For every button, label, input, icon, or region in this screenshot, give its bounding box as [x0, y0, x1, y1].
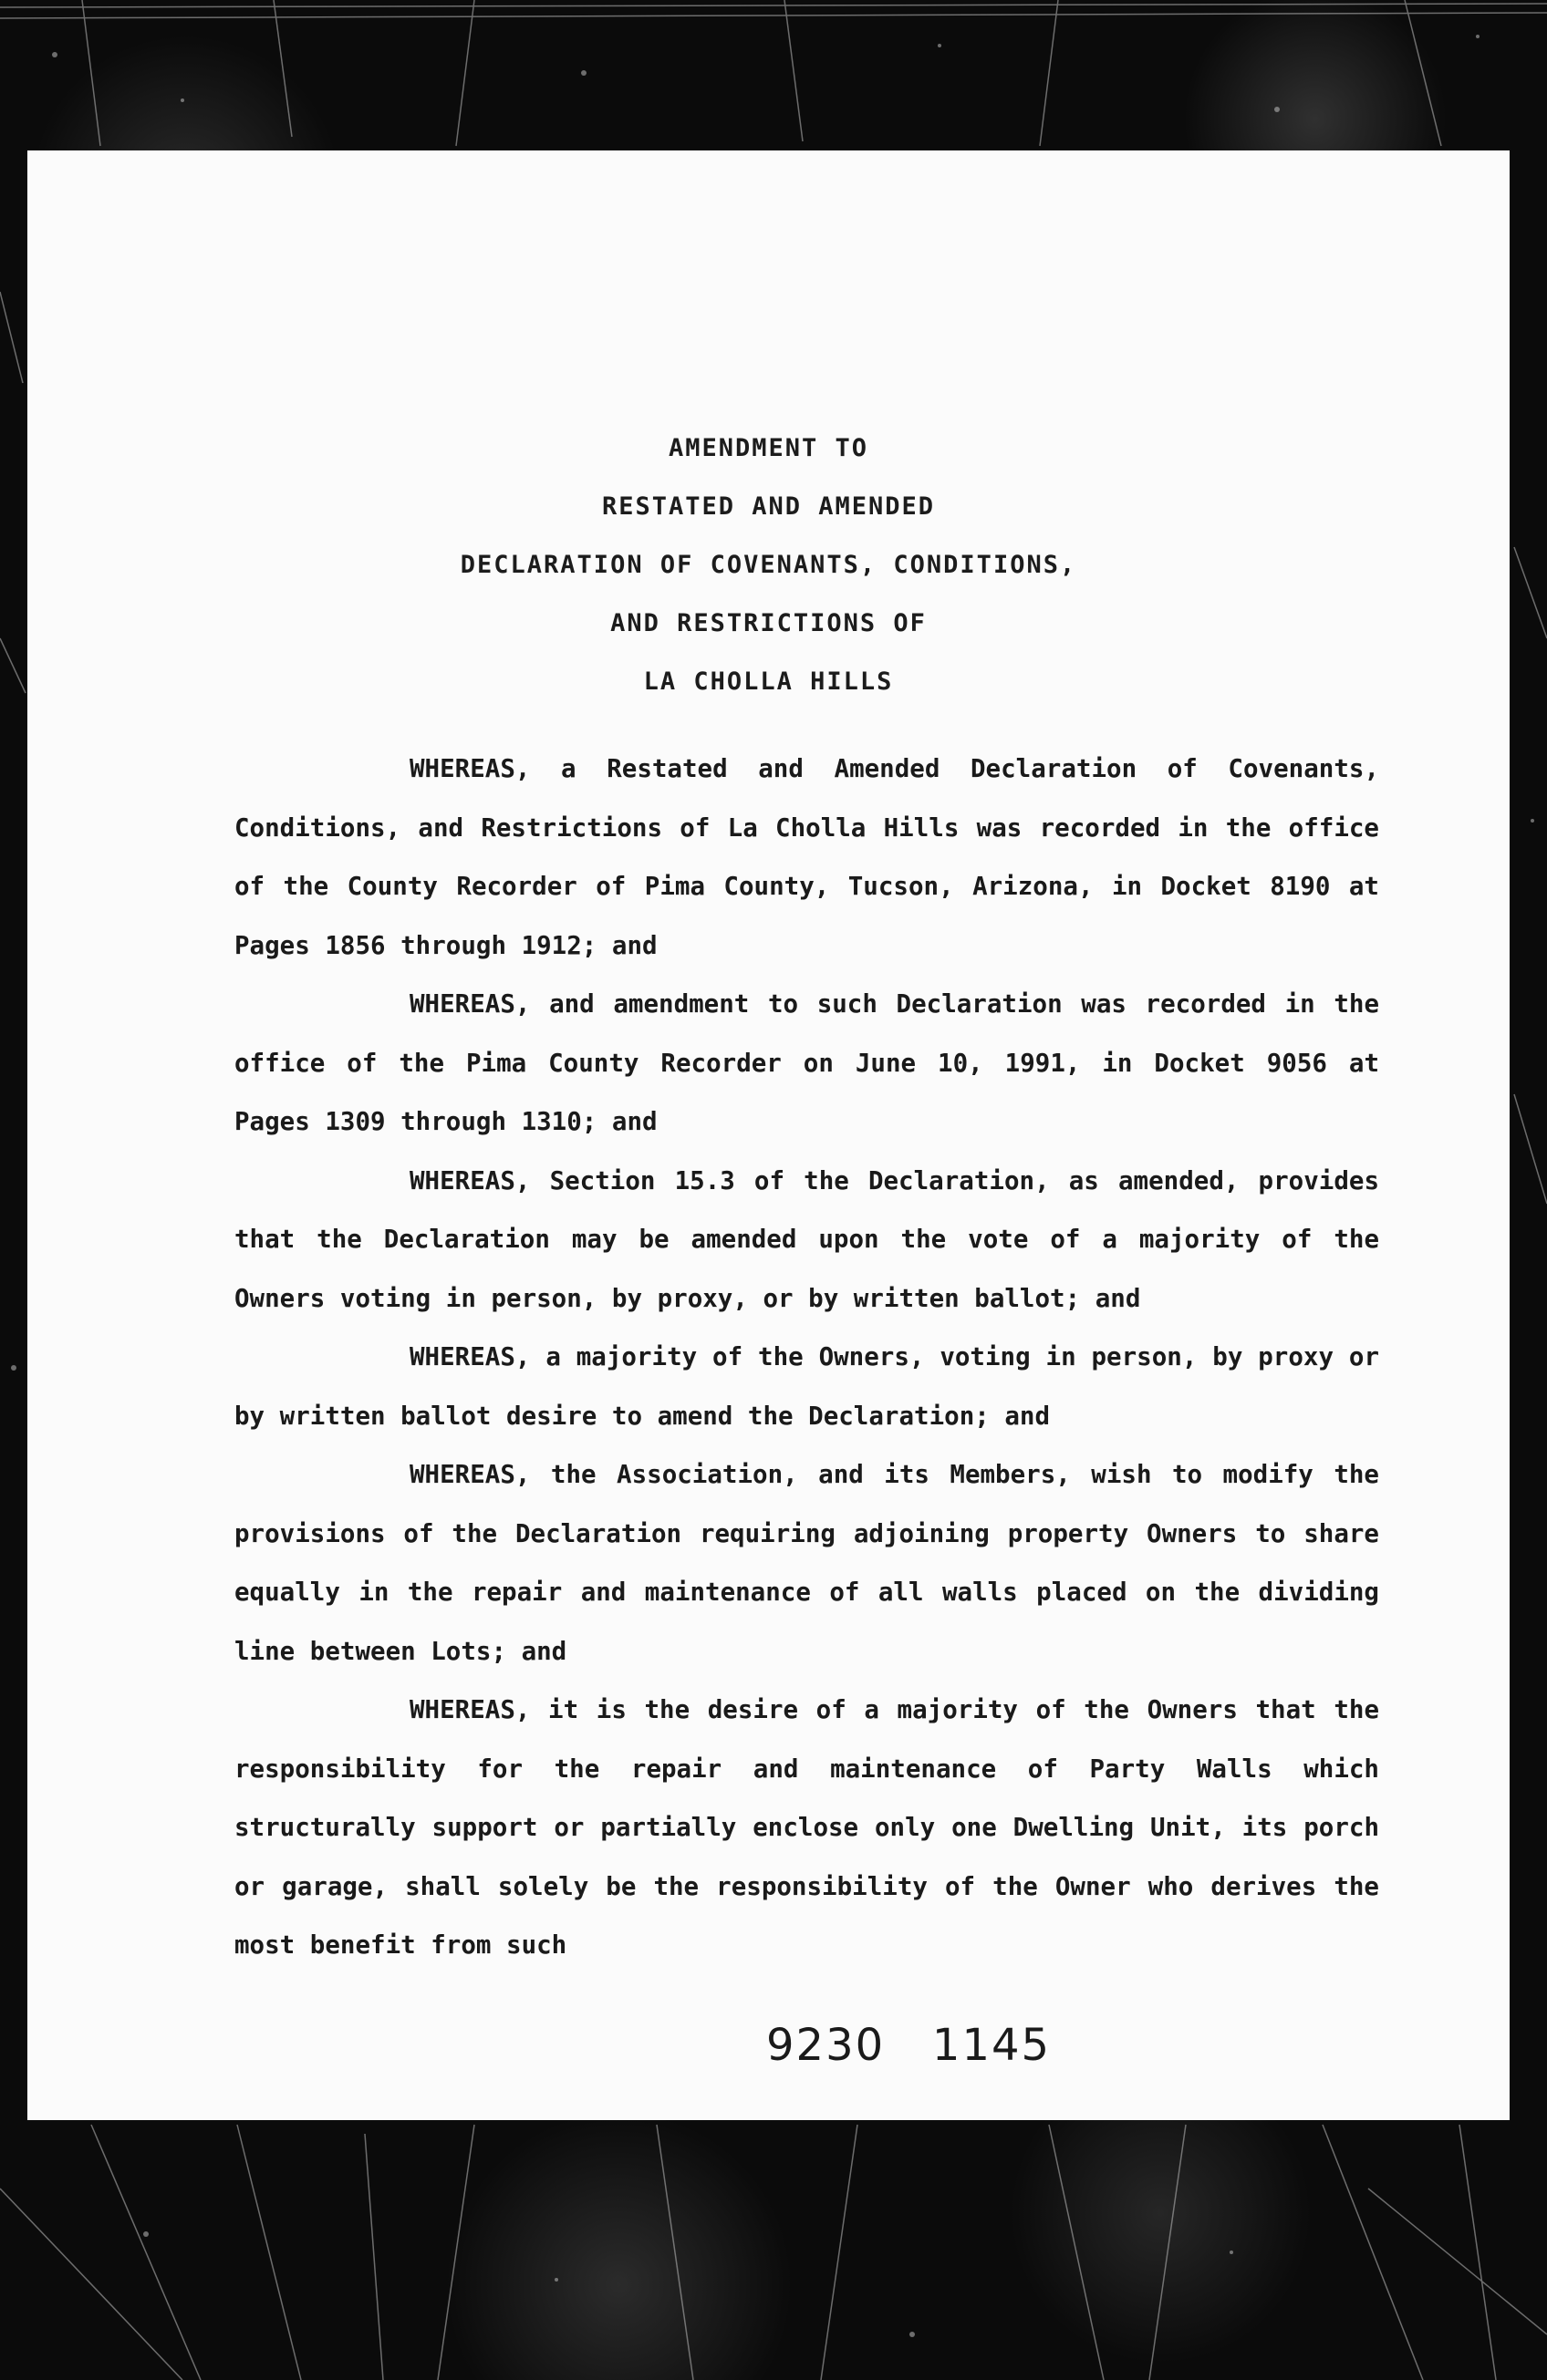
- docket-page-stamp: 9230 1145: [766, 2020, 1052, 2071]
- whereas-paragraph: WHEREAS, a majority of the Owners, voting in person, by proxy or by written ballot desire to amend the Declaration; and: [234, 1342, 1379, 1431]
- title-line: DECLARATION OF COVENANTS, CONDITIONS,: [460, 551, 1077, 579]
- document-body: [234, 740, 1379, 1975]
- whereas-paragraph: WHEREAS, and amendment to such Declaration was recorded in the office of the Pima County Recorder on June 10, 1991, in Docket 9056 at Pages 1309 through 1310; and: [234, 989, 1379, 1136]
- whereas-paragraph: WHEREAS, the Association, and its Members, wish to modify the provisions of the Declaration requiring adjoining property Owners to share equally in the repair and maintenance of all walls placed on the dividing line between Lots; and: [234, 1460, 1379, 1666]
- whereas-paragraph: WHEREAS, a Restated and Amended Declaration of Covenants, Conditions, and Restrictions of La Cholla Hills was recorded in the office of the County Recorder of Pima County, Tucson, Arizona, in Docket 8190 at Pages 1856 through 1912; and: [234, 754, 1379, 960]
- title-line: AMENDMENT TO: [668, 434, 869, 462]
- whereas-paragraph: WHEREAS, Section 15.3 of the Declaration, as amended, provides that the Declaration may be amended upon the vote of a majority of the Owners voting in person, by proxy, or by written ballot; and: [234, 1165, 1379, 1313]
- title-line: LA CHOLLA HILLS: [643, 667, 894, 696]
- title-line: RESTATED AND AMENDED: [601, 492, 936, 521]
- whereas-paragraph: WHEREAS, it is the desire of a majority of the Owners that the responsibility for the repair and maintenance of Party Walls which structurally support or partially enclose only one Dwelling Unit, its porch or garage, shall solely be the responsibility of the Owner who derives the most benefit from such: [234, 1695, 1379, 1960]
- title-line: AND RESTRICTIONS OF: [610, 609, 927, 637]
- document-title: [27, 419, 1510, 711]
- document-page: [27, 150, 1510, 2120]
